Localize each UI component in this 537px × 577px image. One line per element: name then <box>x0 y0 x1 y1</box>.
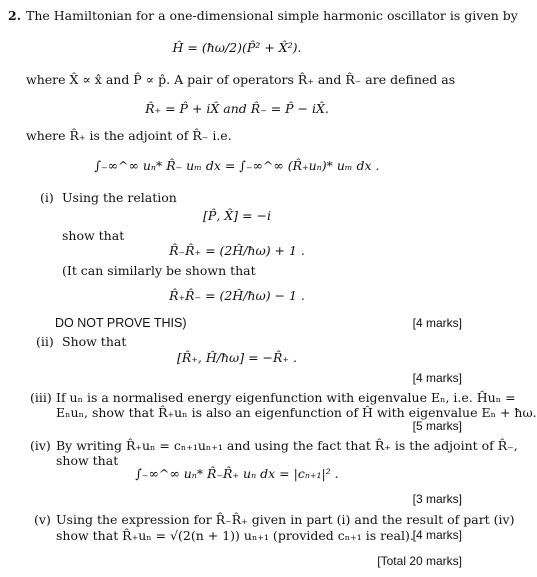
part-iv-label: (iv) <box>30 438 51 453</box>
part-iv-text1: By writing R̂₊uₙ = cₙ₊₁uₙ₊₁ and using the fact that R̂₊ is the adjoint of R̂₋, <box>56 438 518 453</box>
part-iii-text1: If uₙ is a normalised energy eigenfunction with eigenvalue Eₙ, i.e. Ĥuₙ = <box>56 390 516 405</box>
where-line: where X̂ ∝ x̂ and P̂ ∝ p̂. A pair of operators R̂₊ and R̂₋ are defined as <box>26 72 456 87</box>
adjoint-integral: ∫₋∞^∞ uₙ* R̂₋ uₘ dx = ∫₋∞^∞ (R̂₊uₙ)* uₘ dx . <box>94 158 380 173</box>
part-i-result2: R̂₊R̂₋ = (2Ĥ/ħω) − 1 . <box>169 288 305 303</box>
part-ii-result: [R̂₊, Ĥ/ħω] = −R̂₊ . <box>177 350 297 365</box>
operators-definition: R̂₊ = P̂ + iX̂ and R̂₋ = P̂ − iX̂. <box>145 101 329 116</box>
part-v-text2: show that R̂₊uₙ = √(2(n + 1)) uₙ₊₁ (provided cₙ₊₁ is real). <box>56 528 414 543</box>
part-v-text1: Using the expression for R̂₋R̂₊ given in part (i) and the result of part (iv) <box>56 512 515 527</box>
part-v-label: (v) <box>34 512 51 527</box>
part-iii-marks: [5 marks] <box>412 419 462 433</box>
part-i-text3: (It can similarly be shown that <box>62 263 256 278</box>
adjoint-line: where R̂₊ is the adjoint of R̂₋ i.e. <box>26 128 232 143</box>
part-i-label: (i) <box>40 190 54 205</box>
part-ii-marks: [4 marks] <box>412 371 462 385</box>
part-i-relation: [P̂, X̂] = −i <box>203 208 271 223</box>
total-marks: [Total 20 marks] <box>377 554 462 568</box>
part-i-marks: [4 marks] <box>412 316 462 330</box>
question-number: 2. <box>8 8 22 23</box>
part-iii-text2: Eₙuₙ, show that R̂₊uₙ is also an eigenfunction of Ĥ with eigenvalue Eₙ + ħω. <box>56 405 537 420</box>
part-v-marks: [4 marks] <box>412 528 462 542</box>
part-iv-result: ∫₋∞^∞ uₙ* R̂₋R̂₊ uₙ dx = |cₙ₊₁|² . <box>135 466 339 481</box>
part-iv-marks: [3 marks] <box>412 492 462 506</box>
part-i-text1: Using the relation <box>62 190 177 205</box>
part-i-result1: R̂₋R̂₊ = (2Ĥ/ħω) + 1 . <box>169 243 305 258</box>
part-i-text4: DO NOT PROVE THIS) <box>55 316 187 330</box>
part-i-text2: show that <box>62 228 125 243</box>
hamiltonian-equation: Ĥ = (ħω/2)(P̂² + X̂²). <box>172 40 302 55</box>
part-iii-label: (iii) <box>30 390 52 405</box>
part-ii-text1: Show that <box>62 334 127 349</box>
question-intro: The Hamiltonian for a one-dimensional simple harmonic oscillator is given by <box>26 8 518 23</box>
part-iv-text2: show that <box>56 453 119 468</box>
part-ii-label: (ii) <box>36 334 54 349</box>
